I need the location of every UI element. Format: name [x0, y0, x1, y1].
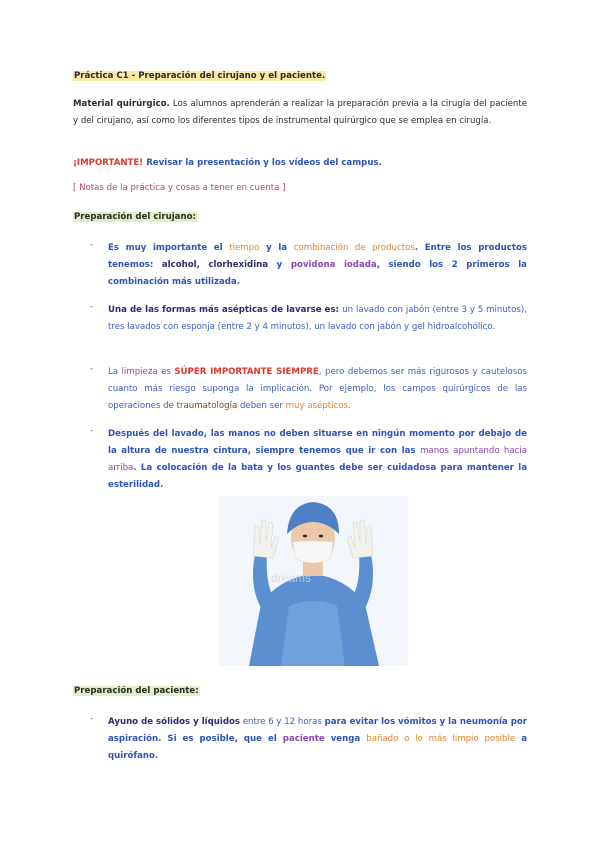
bullet-dash: -: [90, 714, 94, 724]
bullet-text: . La colocación de la bata y los guantes debe ser cuidadosa para mantener la esterilidad.: [108, 463, 527, 490]
bullet-dash: -: [90, 364, 94, 374]
surgeon-photo: [219, 496, 408, 666]
bullet-text: Una de las formas más asépticas de lavarse es:: [108, 305, 343, 315]
bullet-dash: -: [90, 426, 94, 436]
bullet-text: .: [348, 401, 351, 411]
important-label: ¡IMPORTANTE!: [73, 158, 144, 168]
bullet-highlight: bañado o lo más limpio posible: [366, 734, 516, 744]
important-note: [73, 158, 382, 168]
surgeon-heading: Preparación del cirujano:: [74, 212, 196, 222]
list-item: [108, 240, 527, 291]
bullet-highlight: limpieza: [121, 367, 158, 377]
bullet-highlight: paciente: [282, 734, 325, 744]
bullet-highlight: manos apuntando hacia arriba: [108, 446, 527, 473]
bullet-text: , pero debemos ser más rigurosos y cautelosos cuanto más riesgo suponga la implicación. Por ejemplo, los campos quirúrgicos de las operaciones de: [108, 367, 527, 411]
bullet-text: y la: [259, 243, 294, 253]
bullet-highlight: tiempo: [229, 243, 260, 253]
bullet-highlight: entre 6 y 12 horas: [240, 717, 325, 727]
surgeon-illustration: [219, 496, 408, 666]
bullet-text: La: [108, 367, 122, 377]
list-item: [108, 714, 527, 765]
intro-text: Los alumnos aprenderán a realizar la preparación previa a la cirugía del paciente y del cirujano, así como los diferentes tipos de instrumental quirúrgico que se emplea en cirugía.: [73, 99, 528, 126]
bullet-highlight: traumatología: [176, 401, 238, 411]
bullet-text: es: [157, 367, 175, 377]
bullet-text: a quirófano.: [108, 734, 528, 761]
bullet-dash: -: [90, 302, 94, 312]
bullet-text: y: [268, 260, 291, 270]
list-item: [108, 302, 527, 336]
bullet-highlight: povidona iodada: [290, 260, 377, 270]
bullet-text: venga: [324, 734, 367, 744]
bullet-highlight: alcohol, clorhexidina: [161, 260, 269, 270]
bullet-text: , siendo los 2 primeros la combinación más utilizada.: [108, 260, 527, 287]
intro-bold: Material quirúrgico.: [73, 99, 170, 109]
notes-line: [ Notas de la práctica y cosas a tener en cuenta ]: [73, 183, 286, 193]
bullet-highlight: SÚPER IMPORTANTE SIEMPRE: [174, 367, 319, 377]
bullet-text: Después del lavado, las manos no deben situarse en ningún momento por debajo de la altura de nuestra cintura, siempre tenemos que ir con las: [108, 429, 527, 456]
watermark-text: dreams: [271, 571, 312, 585]
list-item: [108, 364, 527, 415]
bullet-text: Ayuno de sólidos y líquidos: [108, 717, 240, 727]
bullet-text: . Entre los productos tenemos:: [108, 243, 528, 270]
bullet-text: deben ser: [237, 401, 286, 411]
patient-heading: Preparación del paciente:: [74, 686, 199, 696]
intro-paragraph: [73, 96, 527, 130]
bullet-highlight: un lavado con jabón (entre 3 y 5 minutos), tres lavados con esponja (entre 2 y 4 minutos), un lavado con jabón y gel hidroalcohólico.: [108, 305, 527, 332]
bullet-highlight: muy asépticos: [285, 401, 349, 411]
bullet-dash: -: [90, 240, 94, 250]
bullet-text: Es muy importante el: [108, 243, 230, 253]
list-item: [108, 426, 527, 494]
bullet-highlight: combinación de productos: [293, 243, 415, 253]
bullet-text: para evitar los vómitos y la neumonía por aspiración. Si es posible, que el: [108, 717, 527, 744]
important-text: Revisar la presentación y los vídeos del campus.: [143, 158, 382, 168]
page-title: Práctica C1 - Preparación del cirujano y el paciente.: [74, 71, 326, 81]
